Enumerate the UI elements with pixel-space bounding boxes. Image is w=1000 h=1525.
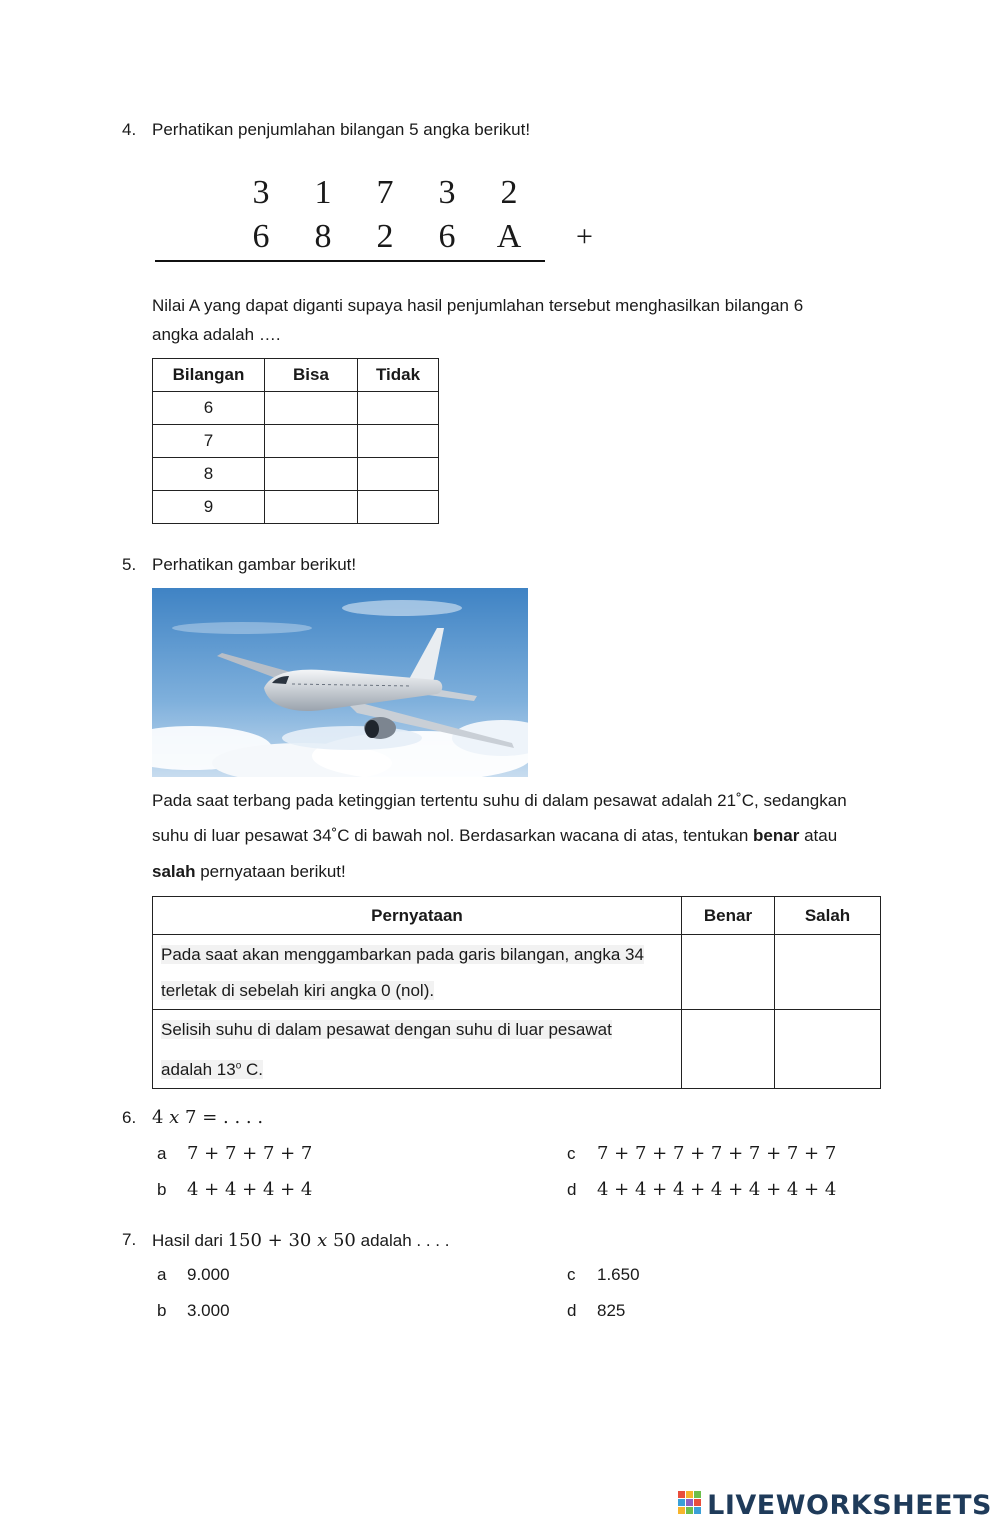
option-letter: a [157, 1265, 167, 1284]
table-row [153, 1010, 881, 1089]
q6-expression: 4 𝑥 7 = . . . . [152, 1107, 264, 1128]
statement-text: Pada saat akan menggambarkan pada garis bilangan, angka 34 [161, 945, 644, 964]
airplane-photo [152, 588, 528, 777]
digit: 1 [314, 174, 332, 211]
statement-text: terletak di sebelah kiri angka 0 (nol). [161, 981, 435, 1000]
q6-number: 6. [122, 1108, 137, 1127]
bisa-answer-cell[interactable] [265, 425, 358, 458]
passage-text: atau [799, 826, 838, 845]
q5-passage-line-2 [152, 826, 837, 846]
plus-operator: + [576, 220, 593, 253]
bilangan-cell: 7 [153, 425, 265, 458]
header-tidak: Tidak [358, 359, 439, 392]
option-letter: a [157, 1144, 167, 1163]
digit: 2 [376, 218, 394, 255]
option-text: 4 + 4 + 4 + 4 [187, 1179, 313, 1200]
option-text: 1.650 [597, 1265, 640, 1284]
tidak-answer-cell[interactable] [358, 458, 439, 491]
q6-option-d[interactable] [567, 1179, 836, 1200]
statement-text: adalah 13 [161, 1059, 236, 1079]
q4-question-line-2: angka adalah …. [152, 325, 281, 344]
header-bilangan: Bilangan [153, 359, 265, 392]
benar-answer-cell[interactable] [682, 1010, 775, 1089]
digit: A [496, 218, 522, 255]
tidak-answer-cell[interactable] [358, 392, 439, 425]
option-letter: c [567, 1144, 576, 1163]
q4-prompt: Perhatikan penjumlahan bilangan 5 angka berikut! [152, 120, 531, 139]
option-letter: c [567, 1265, 576, 1284]
option-text: 3.000 [187, 1301, 230, 1320]
benar-answer-cell[interactable] [682, 935, 775, 1010]
q7-prompt [152, 1230, 449, 1251]
q5-statement-table [152, 896, 881, 1089]
q7-option-b[interactable] [157, 1301, 230, 1321]
option-text: 825 [597, 1301, 626, 1320]
bilangan-cell: 6 [153, 392, 265, 425]
option-letter: b [157, 1301, 167, 1320]
brand-name: LIVEWORKSHEETS [707, 1490, 992, 1521]
q6-option-a[interactable] [157, 1143, 312, 1164]
bisa-answer-cell[interactable] [265, 392, 358, 425]
q7-number: 7. [122, 1230, 137, 1249]
liveworksheets-logo-icon [677, 1490, 703, 1521]
digit: 6 [252, 218, 270, 255]
q5-prompt: Perhatikan gambar berikut! [152, 555, 357, 574]
option-letter: b [157, 1180, 167, 1199]
option-text: 7 + 7 + 7 + 7 [187, 1143, 313, 1164]
q7-prefix: Hasil dari [152, 1231, 228, 1250]
bisa-answer-cell[interactable] [265, 458, 358, 491]
q6-option-c[interactable] [567, 1143, 836, 1164]
tidak-answer-cell[interactable] [358, 491, 439, 524]
tidak-answer-cell[interactable] [358, 425, 439, 458]
bilangan-cell: 8 [153, 458, 265, 491]
table-row [153, 392, 439, 425]
header-benar: Benar [682, 897, 775, 935]
passage-bold-salah: salah [152, 862, 196, 881]
addend-row-2 [230, 218, 540, 256]
liveworksheets-brand [677, 1490, 992, 1521]
header-salah: Salah [775, 897, 881, 935]
digit: 6 [438, 218, 456, 255]
digit: 3 [438, 174, 456, 211]
passage-text: suhu di luar pesawat 34˚C di bawah nol. Berdasarkan wacana di atas, tentukan [152, 826, 754, 845]
statement-text: Selisih suhu di dalam pesawat dengan suhu di luar pesawat [161, 1020, 612, 1039]
q7-suffix: adalah . . . . [355, 1231, 450, 1250]
bisa-answer-cell[interactable] [265, 491, 358, 524]
digit: 7 [376, 174, 394, 211]
bilangan-cell: 9 [153, 491, 265, 524]
table-row [153, 425, 439, 458]
table-row [153, 935, 881, 1010]
q7-expression: 150 + 30 𝑥 50 [227, 1230, 356, 1251]
header-pernyataan: Pernyataan [153, 897, 682, 935]
statement-text: C. [241, 1059, 263, 1079]
statement-text [161, 1060, 263, 1079]
salah-answer-cell[interactable] [775, 1010, 881, 1089]
q6-option-b[interactable] [157, 1179, 312, 1200]
table-row [153, 458, 439, 491]
option-letter: d [567, 1301, 577, 1320]
q5-passage-line-3 [152, 862, 346, 882]
q5-number: 5. [122, 555, 137, 574]
statement-2 [153, 1010, 682, 1089]
table-row [153, 491, 439, 524]
digit: 2 [500, 174, 518, 211]
option-letter: d [567, 1180, 577, 1199]
q5-passage-line-1: Pada saat terbang pada ketinggian tertentu suhu di dalam pesawat adalah 21˚C, sedangkan [152, 791, 847, 810]
q7-option-c[interactable] [567, 1265, 640, 1285]
q4-number: 4. [122, 120, 137, 139]
passage-text: pernyataan berikut! [195, 862, 346, 881]
salah-answer-cell[interactable] [775, 935, 881, 1010]
q4-question-line-1: Nilai A yang dapat diganti supaya hasil penjumlahan tersebut menghasilkan bilangan 6 [152, 296, 804, 315]
option-text: 7 + 7 + 7 + 7 + 7 + 7 + 7 [597, 1143, 837, 1164]
option-text: 4 + 4 + 4 + 4 + 4 + 4 + 4 [597, 1179, 837, 1200]
q7-option-d[interactable] [567, 1301, 625, 1321]
digit: 8 [314, 218, 332, 255]
sum-underline [155, 260, 545, 262]
degree-superscript: o [235, 1060, 242, 1071]
option-text: 9.000 [187, 1265, 230, 1284]
passage-bold-benar: benar [753, 826, 800, 845]
q4-answer-table [152, 358, 439, 524]
addend-row-1 [230, 174, 540, 212]
statement-1 [153, 935, 682, 1010]
q7-option-a[interactable] [157, 1265, 230, 1285]
digit: 3 [252, 174, 270, 211]
header-bisa: Bisa [265, 359, 358, 392]
